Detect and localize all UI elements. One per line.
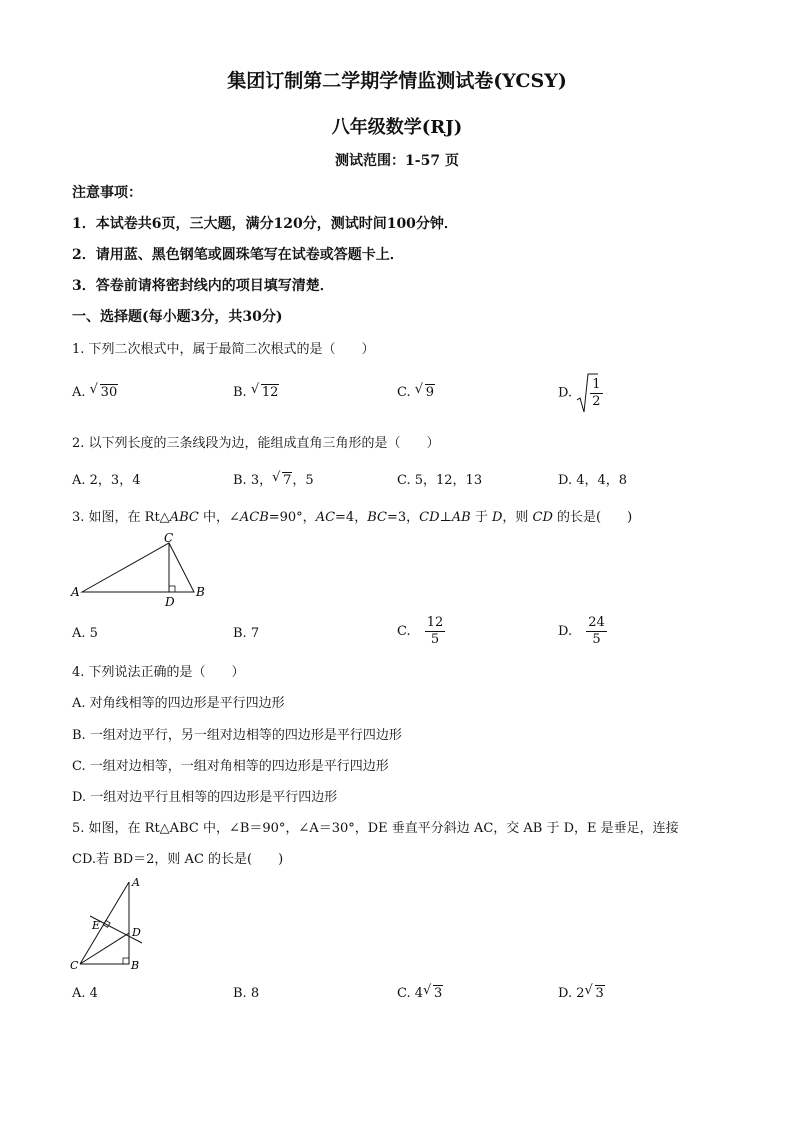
note-item-2: 2．请用蓝、黑色钢笔或圆珠笔写在试卷或答题卡上．	[72, 247, 404, 263]
sqrt-symbol: √ 12	[250, 382, 279, 400]
label-a: A	[132, 876, 140, 889]
q3-triangle-figure	[66, 528, 216, 610]
q5-stem-line1: 5. 如图，在 Rt△ABC 中，∠B＝90°，∠A＝30°，DE 垂直平分斜边 AC，交 AB 于 D，E 是垂足，连接	[72, 821, 679, 836]
test-range: 测试范围：1-57 页	[335, 153, 459, 169]
label-c: C	[70, 959, 79, 972]
q1-stem: 1. 下列二次根式中，属于最简二次根式的是（ ）	[72, 342, 375, 357]
exam-subtitle: 八年级数学(RJ)	[331, 117, 463, 138]
q5-option-a: A. 4	[72, 986, 98, 1001]
q1-option-d: D. $\frac{1}{2}$	[558, 372, 603, 414]
exam-title: 集团订制第二学期学情监测试卷(YCSY)	[227, 70, 567, 92]
q3-option-b: B. 7	[233, 626, 260, 641]
q2-option-c: C. 5，12，13	[397, 473, 483, 488]
q5-triangle-figure	[66, 874, 156, 974]
label-e: E	[92, 919, 101, 932]
q1-option-a: A. √ 30	[72, 382, 118, 400]
q4-option-b: B. 一组对边平行，另一组对边相等的四边形是平行四边形	[72, 728, 402, 743]
sqrt-symbol: √ 9	[414, 382, 435, 400]
notes-heading: 注意事项：	[72, 185, 142, 201]
q3-option-a: A. 5	[72, 626, 98, 641]
q4-option-c: C. 一组对边相等，一组对角相等的四边形是平行四边形	[72, 759, 389, 774]
q4-stem: 4. 下列说法正确的是（ ）	[72, 665, 245, 680]
sqrt-symbol: √ 3	[423, 983, 443, 1001]
label-d: D	[165, 595, 175, 609]
label-c: C	[164, 531, 174, 545]
sqrt-symbol: √ 3	[584, 983, 604, 1001]
q2-option-b: B. 3， √ 7，5	[233, 470, 314, 488]
label-b: B	[196, 585, 205, 599]
note-item-1: 1．本试卷共6页，三大题，满分120分，测试时间100分钟．	[72, 216, 458, 232]
q5-option-d: D. 2 √ 3	[558, 983, 604, 1001]
q2-option-a: A. 2，3，4	[72, 473, 141, 488]
q5-option-c: C. 4 √ 3	[397, 983, 443, 1001]
q2-stem: 2. 以下列长度的三条线段为边，能组成直角三角形的是（ ）	[72, 436, 440, 451]
label-a: A	[71, 585, 80, 599]
sqrt-symbol: √ 30	[89, 382, 118, 400]
q4-option-a: A. 对角线相等的四边形是平行四边形	[72, 696, 285, 711]
q1-option-b: B. √ 12	[233, 382, 279, 400]
note-item-3: 3．答卷前请将密封线内的项目填写清楚．	[72, 278, 334, 294]
section-heading: 一、选择题(每小题3分，共30分)	[72, 309, 283, 325]
q3-stem: 3. 如图，在 Rt△ABC 中，∠ACB=90°，AC=4，BC=3，CD⊥AB 于 D，则 CD 的长是( )	[72, 510, 633, 525]
label-b: B	[131, 959, 140, 972]
q3-option-d: D. $\frac{24}{5}$	[558, 615, 605, 647]
q5-option-b: B. 8	[233, 986, 260, 1001]
q1-option-c: C. √ 9	[397, 382, 435, 400]
q3-option-c: C. $\frac{12}{5}$	[397, 615, 444, 647]
q5-stem-line2: CD.若 BD＝2，则 AC 的长是( )	[72, 852, 284, 867]
q4-option-d: D. 一组对边平行且相等的四边形是平行四边形	[72, 790, 338, 805]
q2-option-d: D. 4，4，8	[558, 473, 628, 488]
label-d: D	[132, 926, 141, 939]
sqrt-symbol: √ 7	[272, 470, 292, 488]
